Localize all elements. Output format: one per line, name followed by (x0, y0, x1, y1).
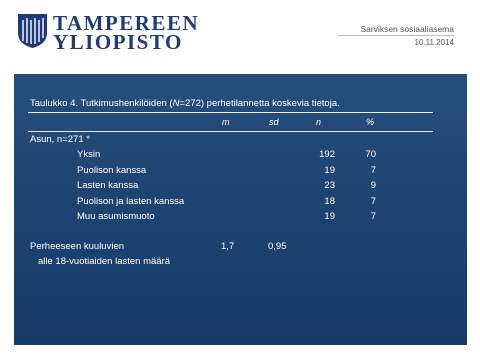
table-header-rule (28, 131, 433, 132)
row-n: 19 (324, 165, 335, 176)
caption-suffix: =272) perhetilannetta koskevia tietoja. (179, 98, 340, 109)
row-pct: 9 (370, 180, 376, 191)
row-label: Lasten kanssa (77, 180, 139, 191)
logo-text-line2: YLIOPISTO (53, 30, 183, 54)
logo-text-line1: TAMPEREEN (53, 11, 200, 35)
row-n: 18 (324, 196, 335, 207)
children-label-line2: alle 18-vuotiaiden lasten määrä (38, 256, 171, 267)
children-sd-value: 0,95 (268, 241, 287, 252)
row-pct: 7 (370, 165, 376, 176)
column-header-n: n (316, 117, 322, 127)
slide-content-panel (14, 74, 467, 345)
row-n: 23 (324, 180, 335, 191)
children-label-line1: Perheeseen kuuluvien (30, 241, 125, 252)
column-header-sd: sd (269, 117, 279, 127)
header-divider (338, 35, 454, 36)
caption-prefix: Taulukko 4. Tutkimushenkilöiden ( (30, 98, 173, 109)
row-pct: 7 (370, 196, 376, 207)
row-n: 192 (319, 149, 335, 160)
column-header-m: m (222, 117, 230, 127)
table-top-rule (28, 112, 433, 113)
presentation-date: 10.11.2014 (414, 38, 454, 47)
column-header-pct: % (366, 117, 375, 127)
row-label: Yksin (77, 149, 101, 160)
group-label: Asun, n=271 * (30, 134, 90, 145)
row-pct: 7 (370, 211, 376, 222)
row-n: 19 (324, 211, 335, 222)
table-caption (30, 98, 340, 109)
row-pct: 70 (365, 149, 376, 160)
university-shield-icon (17, 13, 48, 49)
caption-n: N (172, 98, 180, 109)
presentation-title: Sarviksen sosiaaliasema (360, 24, 454, 34)
children-m-value: 1,7 (221, 241, 235, 252)
university-logo (17, 11, 200, 55)
row-label: Muu asumismuoto (77, 211, 155, 222)
row-label: Puolison ja lasten kanssa (77, 196, 185, 207)
row-label: Puolison kanssa (77, 165, 147, 176)
